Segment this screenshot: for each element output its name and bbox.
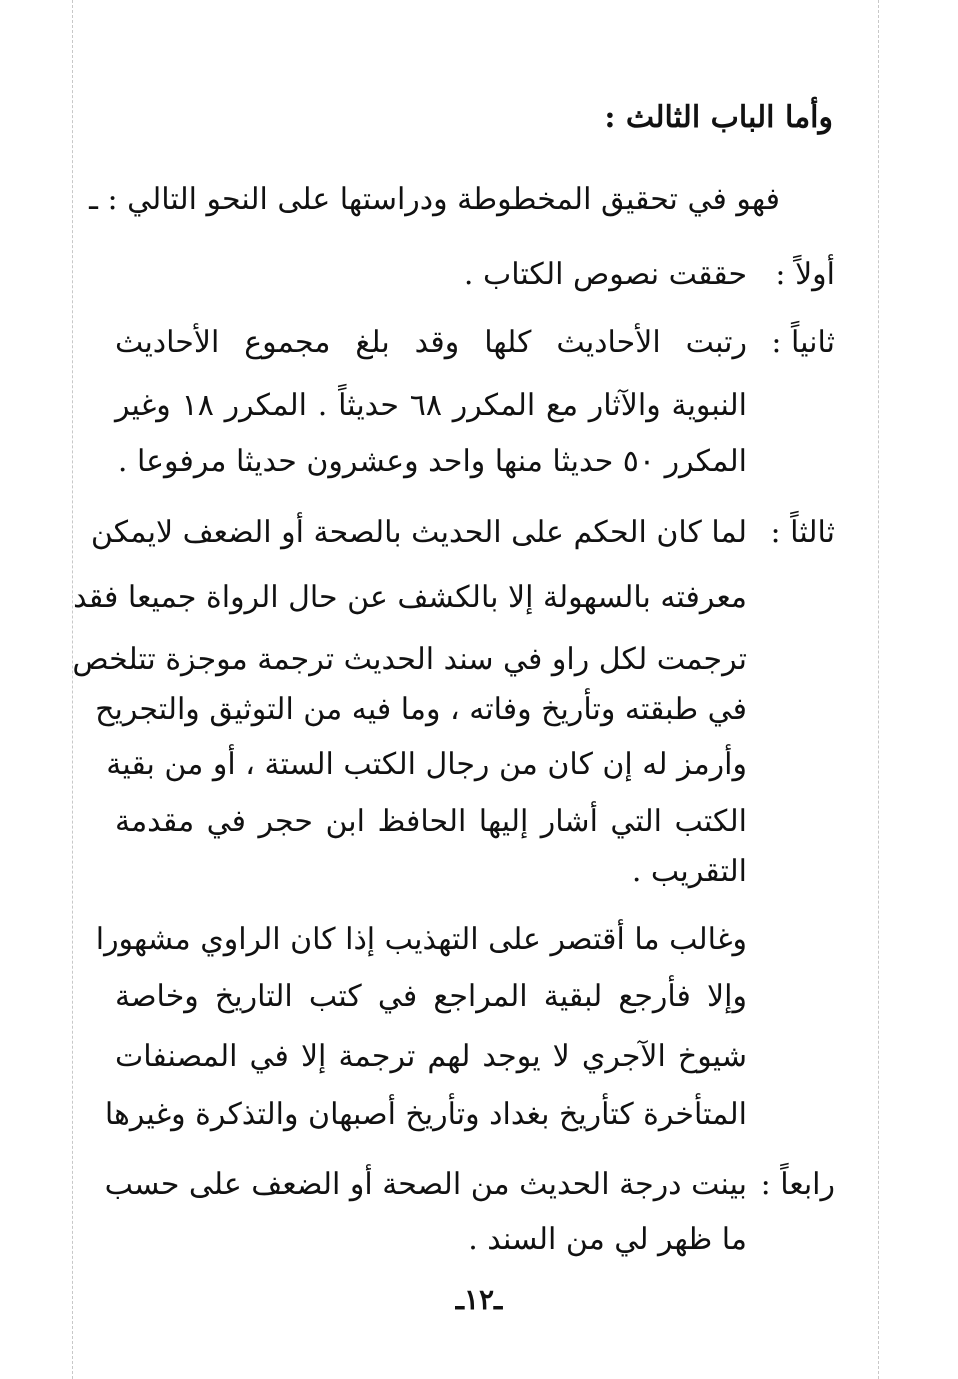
paragraph-line: المتأخرة كتأريخ بغداد وتأريخ أصبهان والتذكرة وغيرها [104,1097,747,1132]
item-line: حققت نصوص الكتاب . [463,257,747,292]
scan-margin-line [878,0,879,1379]
item-line: المكرر ٥٠ حديثا منها واحد وعشرون حديثا مرفوعا . [117,444,747,479]
item-line: ما ظهر لي من السند . [468,1222,747,1257]
scan-margin-line [72,0,73,1379]
main-text [72,180,835,1260]
item-line: معرفته بالسهولة إلا بالكشف عن حال الرواة جميعا فقد [73,580,747,615]
item-line: لما كان الحكم على الحديث بالصحة أو الضعف لايمكن [90,515,747,550]
item-line: النبوية والآثار مع المكرر ٦٨ حديثاً . المكرر ١٨ وغير [115,388,747,423]
item-label-second: ثانياً : [771,325,835,360]
item-label-third: ثالثاً : [770,515,835,550]
item-line: في طبقته وتأريخ وفاته ، وما فيه من التوثيق والتجريح [95,692,747,727]
paragraph-line: وغالب ما أقتصر على التهذيب إذا كان الراوي مشهورا [95,922,747,957]
page-number: ـ١٢ـ [455,1283,503,1316]
intro-line: فهو في تحقيق المخطوطة ودراستها على النحو التالي : ـ [89,182,780,217]
item-line: رتبت الأحاديث كلها وقد بلغ مجموع الأحاديث [115,325,747,360]
paragraph-line: وإلا فأرجع لبقية المراجع في كتب التاريخ وخاصة [115,979,747,1014]
item-line: التقريب . [631,854,747,889]
item-label-fourth: رابعاً : [760,1167,835,1202]
paragraph-line: شيوخ الآجري لا يوجد لهم ترجمة إلا في المصنفات [115,1039,747,1074]
item-line: وأرمز له إن كان من رجال الكتب الستة ، أو من بقية [106,747,747,782]
item-line: بينت درجة الحديث من الصحة أو الضعف على حسب [104,1167,747,1202]
item-label-first: أولاً : [775,257,835,292]
section-heading: وأما الباب الثالث : [604,100,833,135]
item-line: الكتب التي أشار إليها الحافظ ابن حجر في مقدمة [115,804,747,839]
item-line: ترجمت لكل راو في سند الحديث ترجمة موجزة تتلخص [72,642,747,677]
